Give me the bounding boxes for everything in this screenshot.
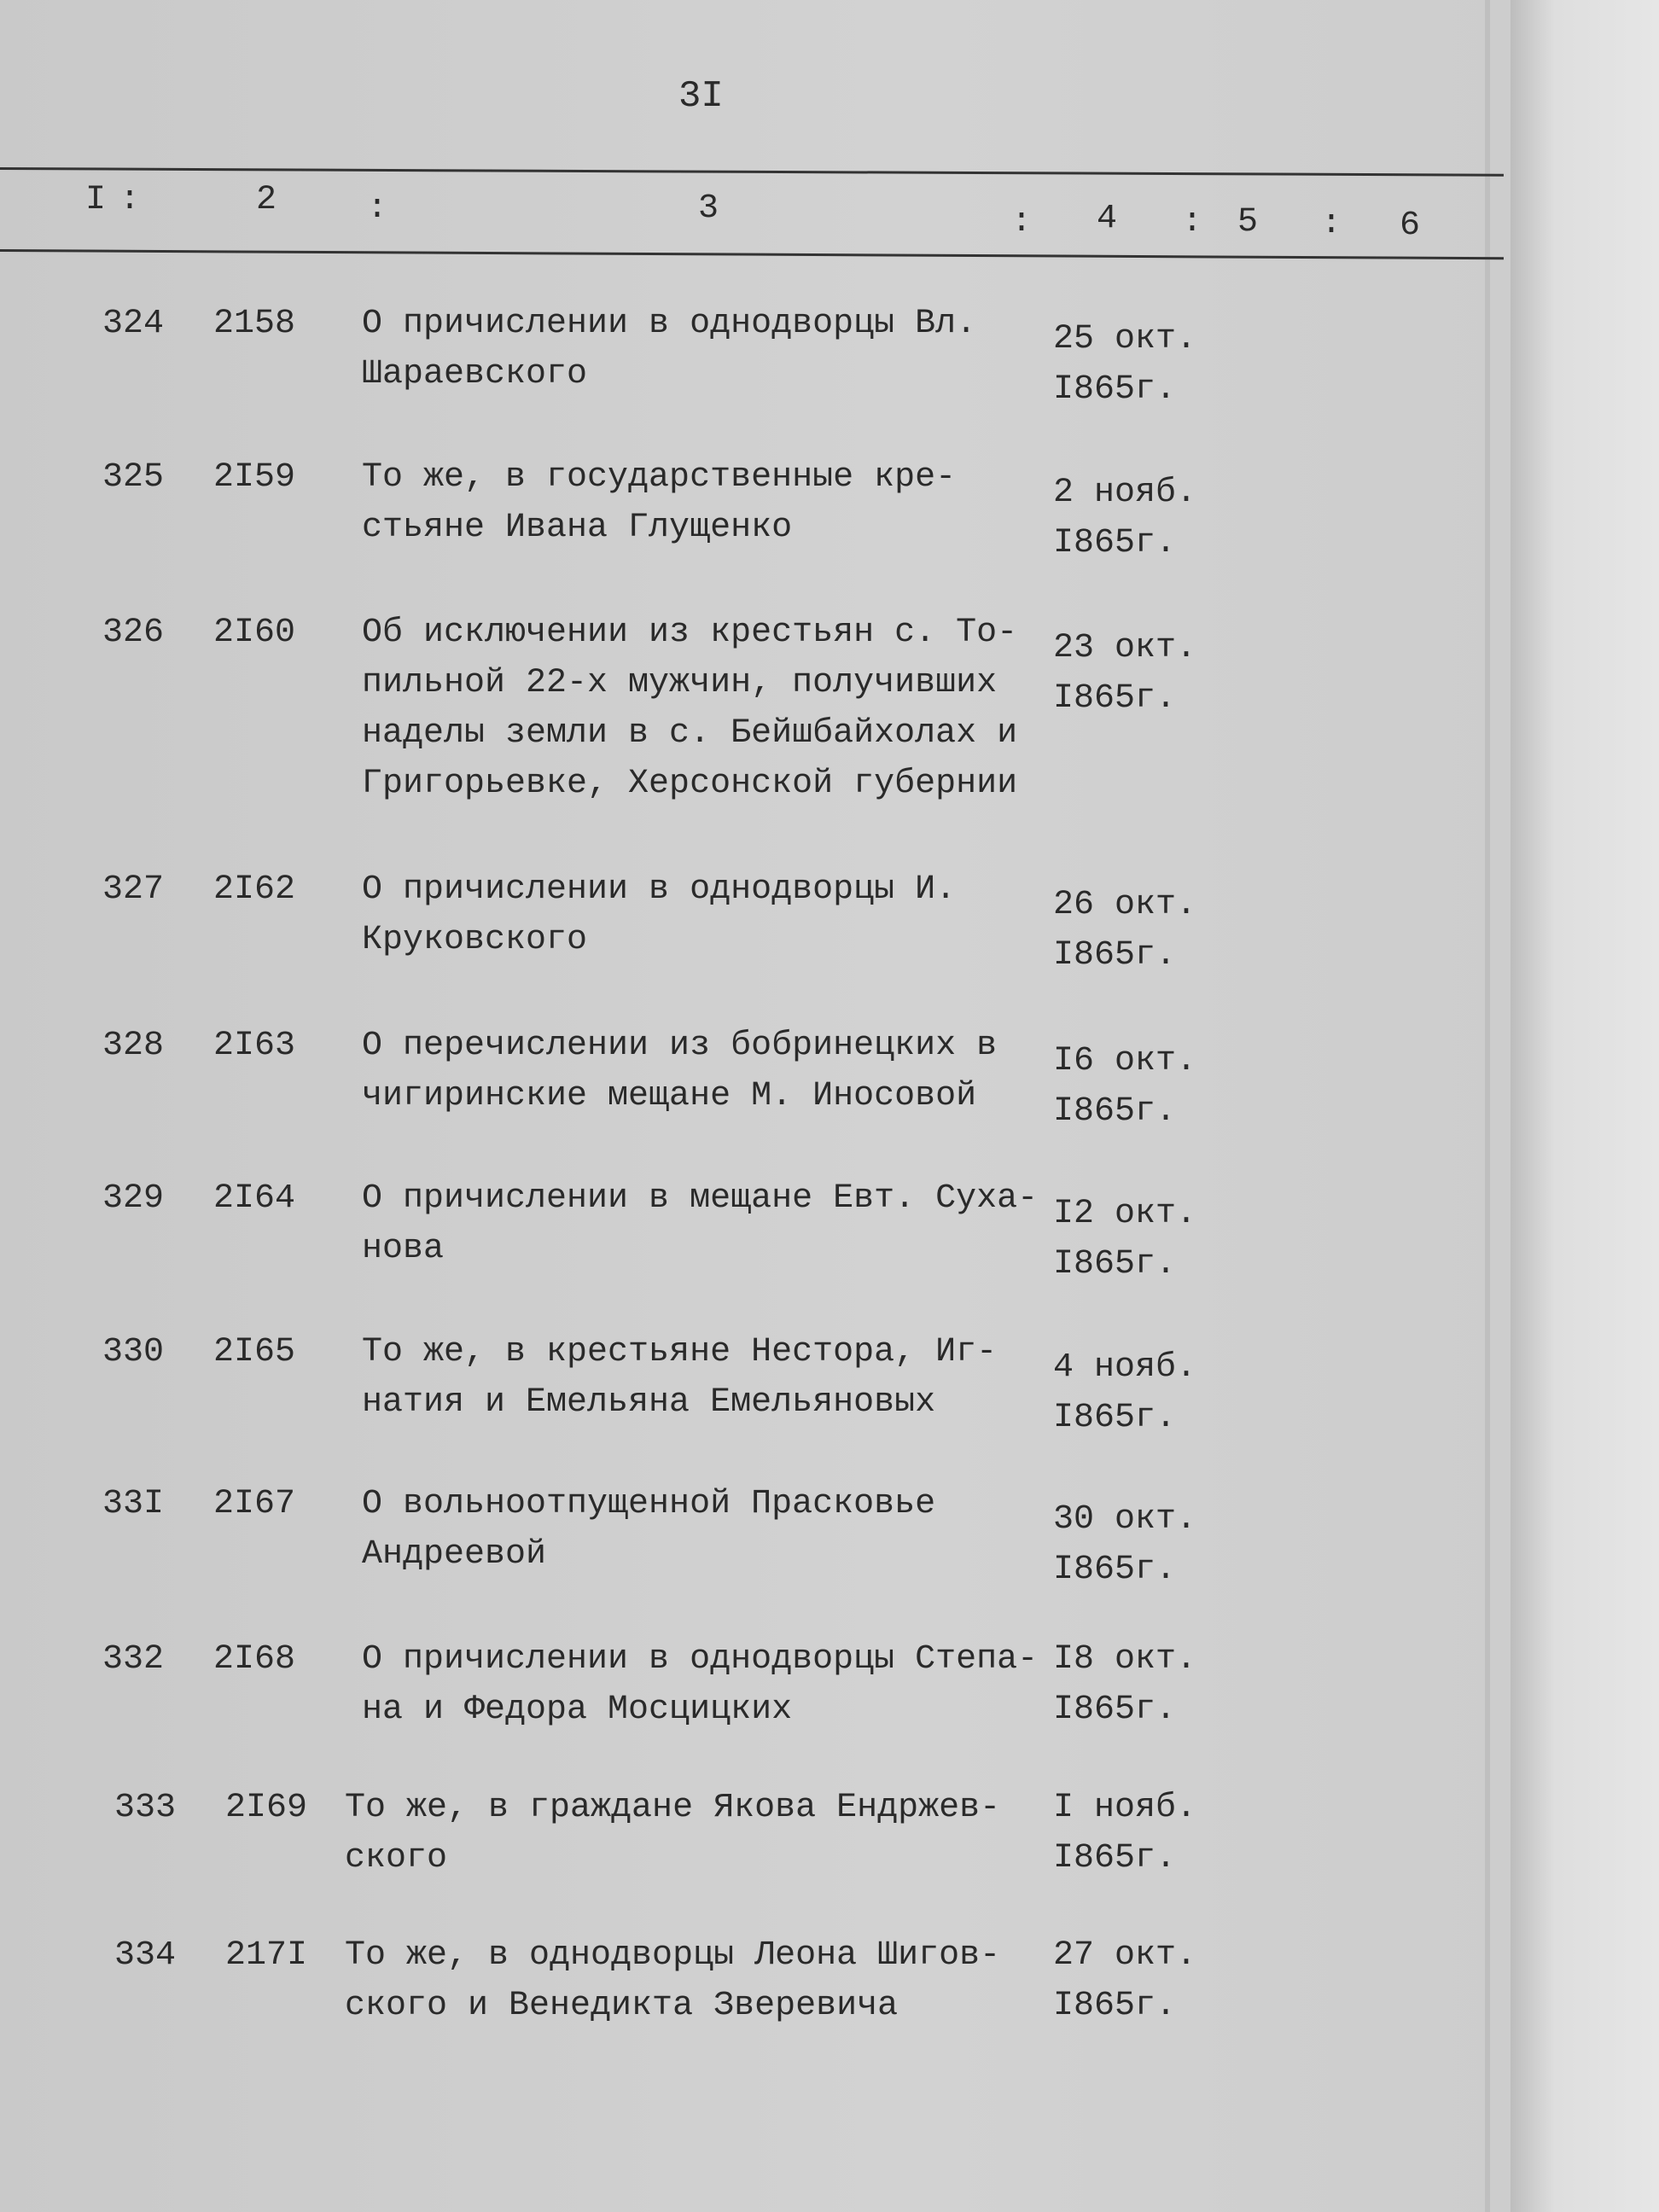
case-number: 2I69 [225, 1789, 308, 1827]
header-col6: 6 [1400, 207, 1421, 245]
description-line: О вольноотпущенной Прасковье [362, 1485, 936, 1523]
case-number: 2I59 [213, 458, 296, 497]
date-line: I865г. [1053, 1839, 1177, 1877]
row-number: 328 [102, 1027, 165, 1065]
case-number: 2158 [213, 305, 296, 343]
page-stack-edge [1485, 0, 1490, 2212]
date-line: I865г. [1053, 1551, 1177, 1589]
description-line: Круковского [362, 921, 588, 959]
date-line: I865г. [1053, 524, 1177, 562]
header-col2: 2 [256, 181, 277, 219]
description-line: Шараевского [362, 355, 588, 393]
case-number: 2I65 [213, 1333, 296, 1371]
date-line: I865г. [1053, 936, 1177, 975]
description-line: на и Федора Мосцицких [362, 1691, 793, 1729]
date-line: I865г. [1053, 1691, 1177, 1729]
date-line: I865г. [1053, 1245, 1177, 1284]
case-number: 2I62 [213, 870, 296, 909]
description-line: То же, в однодворцы Леона Шигов- [345, 1936, 1001, 1975]
header-sep: : [1011, 203, 1033, 242]
date-line: I865г. [1053, 679, 1177, 718]
description-line: пильной 22-х мужчин, получивших [362, 664, 998, 702]
case-number: 2I68 [213, 1640, 296, 1679]
header-sep: : [1321, 205, 1342, 243]
description-line: О причислении в однодворцы И. [362, 870, 957, 909]
description-line: ского и Венедикта Зверевича [345, 1987, 899, 2025]
description-line: натия и Емельяна Емельяновых [362, 1383, 936, 1422]
header-col3: 3 [698, 189, 719, 228]
case-number: 2I63 [213, 1027, 296, 1065]
row-number: 33I [102, 1485, 165, 1523]
description-line: О перечислении из бобринецких в [362, 1027, 998, 1065]
case-number: 2I64 [213, 1179, 296, 1218]
date-line: 23 окт. [1053, 629, 1197, 667]
row-number: 333 [114, 1789, 177, 1827]
header-col5: 5 [1237, 203, 1259, 242]
row-number: 334 [114, 1936, 177, 1975]
description-line: О причислении в однодворцы Вл. [362, 305, 977, 343]
row-number: 327 [102, 870, 165, 909]
case-number: 2I67 [213, 1485, 296, 1523]
date-line: 27 окт. [1053, 1936, 1197, 1975]
background-margin [1511, 0, 1659, 2212]
date-line: 30 окт. [1053, 1500, 1197, 1539]
row-number: 332 [102, 1640, 165, 1679]
description-line: О причислении в мещане Евт. Суха- [362, 1179, 1039, 1218]
page-number: 3I [678, 75, 724, 118]
date-line: I865г. [1053, 1987, 1177, 2025]
description-line: ского [345, 1839, 448, 1877]
description-line: То же, в граждане Якова Ендржев- [345, 1789, 1001, 1827]
row-number: 326 [102, 614, 165, 652]
row-number: 325 [102, 458, 165, 497]
row-number: 324 [102, 305, 165, 343]
date-line: I нояб. [1053, 1789, 1197, 1827]
date-line: I865г. [1053, 1092, 1177, 1131]
header-sep: : [119, 181, 141, 219]
header-sep: : [1182, 203, 1203, 242]
date-line: 26 окт. [1053, 886, 1197, 924]
description-line: наделы земли в с. Бейшбайхолах и [362, 714, 1018, 753]
date-line: I865г. [1053, 370, 1177, 409]
header-sep: : [367, 189, 388, 228]
row-number: 329 [102, 1179, 165, 1218]
header-col1: I [85, 181, 107, 219]
description-line: Андреевой [362, 1535, 547, 1574]
description-line: О причислении в однодворцы Степа- [362, 1640, 1039, 1679]
date-line: I865г. [1053, 1399, 1177, 1437]
header-col4: 4 [1097, 200, 1118, 238]
date-line: 4 нояб. [1053, 1348, 1197, 1387]
case-number: 2I60 [213, 614, 296, 652]
case-number: 217I [225, 1936, 308, 1975]
description-line: Об исключении из крестьян с. То- [362, 614, 1018, 652]
date-line: 2 нояб. [1053, 474, 1197, 512]
description-line: нова [362, 1230, 445, 1268]
description-line: стьяне Ивана Глущенко [362, 509, 793, 547]
row-number: 330 [102, 1333, 165, 1371]
description-line: Григорьевке, Херсонской губернии [362, 765, 1018, 803]
date-line: I6 окт. [1053, 1042, 1197, 1080]
date-line: I2 окт. [1053, 1195, 1197, 1233]
date-line: I8 окт. [1053, 1640, 1197, 1679]
description-line: То же, в государственные кре- [362, 458, 957, 497]
date-line: 25 окт. [1053, 320, 1197, 358]
description-line: То же, в крестьяне Нестора, Иг- [362, 1333, 998, 1371]
description-line: чигиринские мещане М. Иносовой [362, 1077, 977, 1115]
